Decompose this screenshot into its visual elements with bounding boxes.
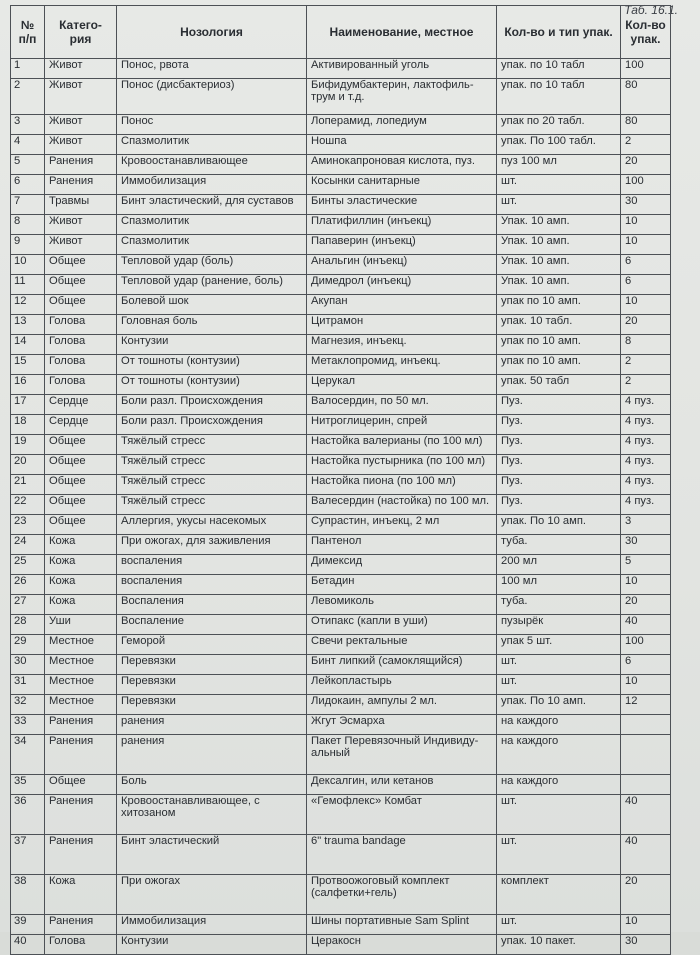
cell-category: Общее bbox=[45, 275, 117, 295]
cell-qty: 20 bbox=[621, 875, 671, 915]
medicine-table bbox=[10, 5, 671, 955]
cell-nosology: Понос (дисбактериоз) bbox=[117, 79, 307, 115]
cell-num: 13 bbox=[11, 315, 45, 335]
cell-category: Живот bbox=[45, 79, 117, 115]
cell-pack: шт. bbox=[497, 675, 621, 695]
cell-num: 34 bbox=[11, 735, 45, 775]
cell-qty: 10 bbox=[621, 295, 671, 315]
cell-nosology: Бинт эластический, для суставов bbox=[117, 195, 307, 215]
cell-pack: упак 5 шт. bbox=[497, 635, 621, 655]
cell-qty bbox=[621, 775, 671, 795]
cell-num: 9 bbox=[11, 235, 45, 255]
table-row bbox=[11, 635, 671, 655]
cell-pack: туба. bbox=[497, 595, 621, 615]
table-row bbox=[11, 615, 671, 635]
table-row bbox=[11, 135, 671, 155]
cell-category: Голова bbox=[45, 355, 117, 375]
cell-num: 17 bbox=[11, 395, 45, 415]
cell-category: Кожа bbox=[45, 875, 117, 915]
cell-category: Уши bbox=[45, 615, 117, 635]
cell-name: Свечи ректальные bbox=[307, 635, 497, 655]
header-qty: Кол-во упак. bbox=[621, 6, 671, 59]
cell-pack: Пуз. bbox=[497, 475, 621, 495]
cell-name: Супрастин, инъекц, 2 мл bbox=[307, 515, 497, 535]
cell-name: «Гемофлекс» Комбат bbox=[307, 795, 497, 835]
cell-nosology: Спазмолитик bbox=[117, 215, 307, 235]
cell-name: Валосердин, по 50 мл. bbox=[307, 395, 497, 415]
cell-name: Димексид bbox=[307, 555, 497, 575]
cell-num: 33 bbox=[11, 715, 45, 735]
table-row bbox=[11, 235, 671, 255]
cell-pack: Упак. 10 амп. bbox=[497, 275, 621, 295]
cell-nosology: ранения bbox=[117, 715, 307, 735]
cell-category: Общее bbox=[45, 475, 117, 495]
cell-name: Магнезия, инъекц. bbox=[307, 335, 497, 355]
cell-num: 16 bbox=[11, 375, 45, 395]
cell-qty: 80 bbox=[621, 79, 671, 115]
cell-category: Травмы bbox=[45, 195, 117, 215]
cell-nosology: Перевязки bbox=[117, 695, 307, 715]
cell-num: 14 bbox=[11, 335, 45, 355]
cell-num: 19 bbox=[11, 435, 45, 455]
table-row bbox=[11, 495, 671, 515]
cell-qty: 40 bbox=[621, 615, 671, 635]
cell-nosology: Боли разл. Происхождения bbox=[117, 395, 307, 415]
cell-qty: 2 bbox=[621, 375, 671, 395]
cell-category: Ранения bbox=[45, 735, 117, 775]
cell-qty: 12 bbox=[621, 695, 671, 715]
cell-num: 22 bbox=[11, 495, 45, 515]
cell-nosology: воспаления bbox=[117, 555, 307, 575]
cell-qty: 10 bbox=[621, 915, 671, 935]
cell-pack: упак. 10 пакет. bbox=[497, 935, 621, 955]
cell-qty: 10 bbox=[621, 215, 671, 235]
cell-num: 2 bbox=[11, 79, 45, 115]
cell-nosology: Контузии bbox=[117, 935, 307, 955]
cell-pack: упак по 10 амп. bbox=[497, 335, 621, 355]
cell-nosology: При ожогах, для заживления bbox=[117, 535, 307, 555]
table-row bbox=[11, 275, 671, 295]
cell-qty: 4 пуз. bbox=[621, 435, 671, 455]
cell-name: Анальгин (инъекц) bbox=[307, 255, 497, 275]
cell-qty: 40 bbox=[621, 835, 671, 875]
table-row bbox=[11, 79, 671, 115]
cell-num: 40 bbox=[11, 935, 45, 955]
cell-nosology: Перевязки bbox=[117, 675, 307, 695]
cell-nosology: Кровоостанавливающее, с хитозаном bbox=[117, 795, 307, 835]
cell-name: Лидокаин, ампулы 2 мл. bbox=[307, 695, 497, 715]
cell-name: Лоперамид, лопедиум bbox=[307, 115, 497, 135]
cell-name: Шины портативные Sam Splint bbox=[307, 915, 497, 935]
cell-num: 25 bbox=[11, 555, 45, 575]
cell-num: 30 bbox=[11, 655, 45, 675]
cell-category: Местное bbox=[45, 695, 117, 715]
cell-category: Живот bbox=[45, 59, 117, 79]
cell-qty: 20 bbox=[621, 315, 671, 335]
cell-category: Ранения bbox=[45, 795, 117, 835]
table-row bbox=[11, 415, 671, 435]
cell-qty: 10 bbox=[621, 575, 671, 595]
cell-qty: 100 bbox=[621, 175, 671, 195]
cell-pack: шт. bbox=[497, 915, 621, 935]
cell-nosology: Спазмолитик bbox=[117, 135, 307, 155]
cell-name: Настойка пустырника (по 100 мл) bbox=[307, 455, 497, 475]
cell-category: Голова bbox=[45, 375, 117, 395]
table-row bbox=[11, 735, 671, 775]
table-row bbox=[11, 795, 671, 835]
cell-pack: Пуз. bbox=[497, 495, 621, 515]
cell-qty: 8 bbox=[621, 335, 671, 355]
table-body bbox=[11, 59, 671, 955]
header-category: Катего-рия bbox=[45, 6, 117, 59]
cell-qty: 2 bbox=[621, 355, 671, 375]
cell-num: 35 bbox=[11, 775, 45, 795]
cell-name: Платифиллин (инъекц) bbox=[307, 215, 497, 235]
cell-name: Церукал bbox=[307, 375, 497, 395]
cell-num: 38 bbox=[11, 875, 45, 915]
cell-qty: 4 пуз. bbox=[621, 475, 671, 495]
cell-num: 3 bbox=[11, 115, 45, 135]
cell-nosology: Тяжёлый стресс bbox=[117, 495, 307, 515]
header-name: Наименование, местное bbox=[307, 6, 497, 59]
cell-name: Настойка пиона (по 100 мл) bbox=[307, 475, 497, 495]
cell-num: 5 bbox=[11, 155, 45, 175]
cell-pack: Пуз. bbox=[497, 435, 621, 455]
cell-qty: 4 пуз. bbox=[621, 415, 671, 435]
table-row bbox=[11, 435, 671, 455]
table-row bbox=[11, 455, 671, 475]
cell-pack: Пуз. bbox=[497, 415, 621, 435]
cell-num: 32 bbox=[11, 695, 45, 715]
cell-nosology: Боль bbox=[117, 775, 307, 795]
cell-nosology: Головная боль bbox=[117, 315, 307, 335]
cell-qty: 100 bbox=[621, 59, 671, 79]
cell-num: 31 bbox=[11, 675, 45, 695]
table-row bbox=[11, 935, 671, 955]
cell-name: Отипакс (капли в уши) bbox=[307, 615, 497, 635]
cell-num: 20 bbox=[11, 455, 45, 475]
cell-qty: 30 bbox=[621, 535, 671, 555]
cell-pack: упак. 10 табл. bbox=[497, 315, 621, 335]
cell-name: Бетадин bbox=[307, 575, 497, 595]
table-row bbox=[11, 355, 671, 375]
cell-name: Нитроглицерин, спрей bbox=[307, 415, 497, 435]
cell-category: Местное bbox=[45, 675, 117, 695]
cell-nosology: Перевязки bbox=[117, 655, 307, 675]
cell-num: 6 bbox=[11, 175, 45, 195]
table-caption: Таб. 16.1. bbox=[624, 3, 678, 17]
cell-name: Ношпа bbox=[307, 135, 497, 155]
cell-pack: упак по 20 табл. bbox=[497, 115, 621, 135]
cell-name: Косынки санитарные bbox=[307, 175, 497, 195]
cell-pack: упак по 10 амп. bbox=[497, 355, 621, 375]
cell-nosology: Аллергия, укусы насекомых bbox=[117, 515, 307, 535]
cell-num: 10 bbox=[11, 255, 45, 275]
cell-pack: упак. По 10 амп. bbox=[497, 695, 621, 715]
table-row bbox=[11, 375, 671, 395]
table-row bbox=[11, 315, 671, 335]
cell-nosology: Бинт эластический bbox=[117, 835, 307, 875]
table-row bbox=[11, 515, 671, 535]
cell-nosology: Тяжёлый стресс bbox=[117, 435, 307, 455]
cell-category: Общее bbox=[45, 255, 117, 275]
cell-pack: шт. bbox=[497, 655, 621, 675]
cell-category: Кожа bbox=[45, 595, 117, 615]
table-row bbox=[11, 675, 671, 695]
cell-nosology: Тяжёлый стресс bbox=[117, 455, 307, 475]
cell-category: Голова bbox=[45, 335, 117, 355]
cell-nosology: При ожогах bbox=[117, 875, 307, 915]
cell-pack: шт. bbox=[497, 195, 621, 215]
cell-qty: 2 bbox=[621, 135, 671, 155]
cell-pack: на каждого bbox=[497, 775, 621, 795]
cell-pack: Упак. 10 амп. bbox=[497, 215, 621, 235]
cell-pack: на каждого bbox=[497, 715, 621, 735]
cell-name: Бифидумбактерин, лактофиль-трум и т.д. bbox=[307, 79, 497, 115]
cell-qty: 80 bbox=[621, 115, 671, 135]
cell-pack: Упак. 10 амп. bbox=[497, 235, 621, 255]
cell-nosology: Иммобилизация bbox=[117, 915, 307, 935]
cell-qty: 6 bbox=[621, 255, 671, 275]
cell-category: Местное bbox=[45, 635, 117, 655]
cell-num: 26 bbox=[11, 575, 45, 595]
cell-pack: шт. bbox=[497, 795, 621, 835]
table-row bbox=[11, 535, 671, 555]
cell-qty: 5 bbox=[621, 555, 671, 575]
cell-nosology: Боли разл. Происхождения bbox=[117, 415, 307, 435]
table-row bbox=[11, 775, 671, 795]
cell-qty: 10 bbox=[621, 235, 671, 255]
cell-pack: на каждого bbox=[497, 735, 621, 775]
cell-qty: 30 bbox=[621, 935, 671, 955]
header-nosology: Нозология bbox=[117, 6, 307, 59]
cell-num: 29 bbox=[11, 635, 45, 655]
cell-nosology: Спазмолитик bbox=[117, 235, 307, 255]
cell-nosology: Геморой bbox=[117, 635, 307, 655]
cell-num: 1 bbox=[11, 59, 45, 79]
cell-pack: упак. 50 табл bbox=[497, 375, 621, 395]
cell-nosology: Тяжёлый стресс bbox=[117, 475, 307, 495]
cell-qty: 3 bbox=[621, 515, 671, 535]
cell-pack: упак. по 10 табл bbox=[497, 59, 621, 79]
cell-num: 36 bbox=[11, 795, 45, 835]
cell-pack: Упак. 10 амп. bbox=[497, 255, 621, 275]
table-row bbox=[11, 195, 671, 215]
cell-category: Ранения bbox=[45, 175, 117, 195]
cell-nosology: От тошноты (контузии) bbox=[117, 355, 307, 375]
header-pack: Кол-во и тип упак. bbox=[497, 6, 621, 59]
cell-name: Протвоожоговый комплект (салфетки+гель) bbox=[307, 875, 497, 915]
cell-qty: 20 bbox=[621, 155, 671, 175]
cell-num: 11 bbox=[11, 275, 45, 295]
cell-category: Живот bbox=[45, 135, 117, 155]
cell-qty: 20 bbox=[621, 595, 671, 615]
cell-num: 8 bbox=[11, 215, 45, 235]
cell-qty: 30 bbox=[621, 195, 671, 215]
cell-name: Цитрамон bbox=[307, 315, 497, 335]
cell-name: Валесердин (настойка) по 100 мл. bbox=[307, 495, 497, 515]
cell-name: Пантенол bbox=[307, 535, 497, 555]
cell-category: Общее bbox=[45, 775, 117, 795]
cell-pack: 100 мл bbox=[497, 575, 621, 595]
cell-qty: 100 bbox=[621, 635, 671, 655]
cell-pack: Пуз. bbox=[497, 395, 621, 415]
cell-nosology: Воспаление bbox=[117, 615, 307, 635]
cell-nosology: Воспаления bbox=[117, 595, 307, 615]
cell-qty bbox=[621, 715, 671, 735]
cell-name: Лейкопластырь bbox=[307, 675, 497, 695]
table-row bbox=[11, 555, 671, 575]
cell-name: Пакет Перевязочный Индивиду-альный bbox=[307, 735, 497, 775]
cell-pack: упак. По 10 амп. bbox=[497, 515, 621, 535]
table-row bbox=[11, 175, 671, 195]
table-row bbox=[11, 59, 671, 79]
cell-pack: шт. bbox=[497, 175, 621, 195]
table-row bbox=[11, 475, 671, 495]
header-row bbox=[11, 6, 671, 59]
cell-num: 18 bbox=[11, 415, 45, 435]
table-row bbox=[11, 695, 671, 715]
cell-pack: 200 мл bbox=[497, 555, 621, 575]
cell-num: 24 bbox=[11, 535, 45, 555]
cell-name: Дексалгин, или кетанов bbox=[307, 775, 497, 795]
cell-category: Общее bbox=[45, 455, 117, 475]
cell-category: Кожа bbox=[45, 555, 117, 575]
cell-num: 28 bbox=[11, 615, 45, 635]
cell-category: Ранения bbox=[45, 155, 117, 175]
cell-category: Живот bbox=[45, 215, 117, 235]
cell-nosology: Иммобилизация bbox=[117, 175, 307, 195]
cell-category: Голова bbox=[45, 935, 117, 955]
cell-category: Живот bbox=[45, 235, 117, 255]
cell-num: 37 bbox=[11, 835, 45, 875]
cell-pack: упак по 10 амп. bbox=[497, 295, 621, 315]
cell-pack: туба. bbox=[497, 535, 621, 555]
cell-num: 12 bbox=[11, 295, 45, 315]
cell-nosology: ранения bbox=[117, 735, 307, 775]
cell-category: Живот bbox=[45, 115, 117, 135]
cell-qty: 6 bbox=[621, 275, 671, 295]
cell-name: Церакосн bbox=[307, 935, 497, 955]
cell-name: Левомиколь bbox=[307, 595, 497, 615]
cell-category: Ранения bbox=[45, 715, 117, 735]
cell-nosology: Болевой шок bbox=[117, 295, 307, 315]
cell-qty: 4 пуз. bbox=[621, 455, 671, 475]
table-row bbox=[11, 655, 671, 675]
cell-qty: 10 bbox=[621, 675, 671, 695]
cell-pack: комплект bbox=[497, 875, 621, 915]
cell-pack: упак. по 10 табл bbox=[497, 79, 621, 115]
cell-nosology: Понос, рвота bbox=[117, 59, 307, 79]
cell-name: 6" trauma bandage bbox=[307, 835, 497, 875]
cell-qty: 40 bbox=[621, 795, 671, 835]
cell-num: 15 bbox=[11, 355, 45, 375]
cell-category: Ранения bbox=[45, 915, 117, 935]
table-row bbox=[11, 875, 671, 915]
cell-qty: 6 bbox=[621, 655, 671, 675]
cell-num: 39 bbox=[11, 915, 45, 935]
cell-nosology: Контузии bbox=[117, 335, 307, 355]
cell-nosology: Кровоостанавливающее bbox=[117, 155, 307, 175]
cell-category: Кожа bbox=[45, 535, 117, 555]
cell-nosology: Понос bbox=[117, 115, 307, 135]
table-row bbox=[11, 595, 671, 615]
cell-category: Голова bbox=[45, 315, 117, 335]
cell-name: Бинты эластические bbox=[307, 195, 497, 215]
cell-pack: Пуз. bbox=[497, 455, 621, 475]
cell-category: Общее bbox=[45, 295, 117, 315]
table-row bbox=[11, 255, 671, 275]
cell-nosology: Тепловой удар (боль) bbox=[117, 255, 307, 275]
cell-pack: пузырёк bbox=[497, 615, 621, 635]
cell-name: Настойка валерианы (по 100 мл) bbox=[307, 435, 497, 455]
cell-pack: шт. bbox=[497, 835, 621, 875]
cell-name: Активированный уголь bbox=[307, 59, 497, 79]
cell-num: 4 bbox=[11, 135, 45, 155]
cell-num: 7 bbox=[11, 195, 45, 215]
cell-category: Местное bbox=[45, 655, 117, 675]
cell-name: Димедрол (инъекц) bbox=[307, 275, 497, 295]
table-row bbox=[11, 115, 671, 135]
cell-qty bbox=[621, 735, 671, 775]
cell-num: 21 bbox=[11, 475, 45, 495]
table-row bbox=[11, 835, 671, 875]
cell-qty: 4 пуз. bbox=[621, 495, 671, 515]
cell-name: Бинт липкий (самоклящийся) bbox=[307, 655, 497, 675]
cell-name: Акупан bbox=[307, 295, 497, 315]
table-row bbox=[11, 575, 671, 595]
cell-num: 27 bbox=[11, 595, 45, 615]
cell-pack: упак. По 100 табл. bbox=[497, 135, 621, 155]
table-row bbox=[11, 215, 671, 235]
cell-qty: 4 пуз. bbox=[621, 395, 671, 415]
cell-category: Общее bbox=[45, 515, 117, 535]
cell-name: Жгут Эсмарха bbox=[307, 715, 497, 735]
header-num: № п/п bbox=[11, 6, 45, 59]
cell-category: Ранения bbox=[45, 835, 117, 875]
cell-name: Метаклопромид, инъекц. bbox=[307, 355, 497, 375]
cell-category: Кожа bbox=[45, 575, 117, 595]
cell-category: Общее bbox=[45, 495, 117, 515]
cell-category: Сердце bbox=[45, 395, 117, 415]
cell-nosology: Тепловой удар (ранение, боль) bbox=[117, 275, 307, 295]
table-row bbox=[11, 295, 671, 315]
cell-nosology: воспаления bbox=[117, 575, 307, 595]
cell-num: 23 bbox=[11, 515, 45, 535]
cell-nosology: От тошноты (контузии) bbox=[117, 375, 307, 395]
table-row bbox=[11, 715, 671, 735]
cell-category: Общее bbox=[45, 435, 117, 455]
cell-category: Сердце bbox=[45, 415, 117, 435]
table-row bbox=[11, 395, 671, 415]
table-row bbox=[11, 335, 671, 355]
table-row bbox=[11, 155, 671, 175]
cell-name: Папаверин (инъекц) bbox=[307, 235, 497, 255]
cell-pack: пуз 100 мл bbox=[497, 155, 621, 175]
cell-name: Аминокапроновая кислота, пуз. bbox=[307, 155, 497, 175]
